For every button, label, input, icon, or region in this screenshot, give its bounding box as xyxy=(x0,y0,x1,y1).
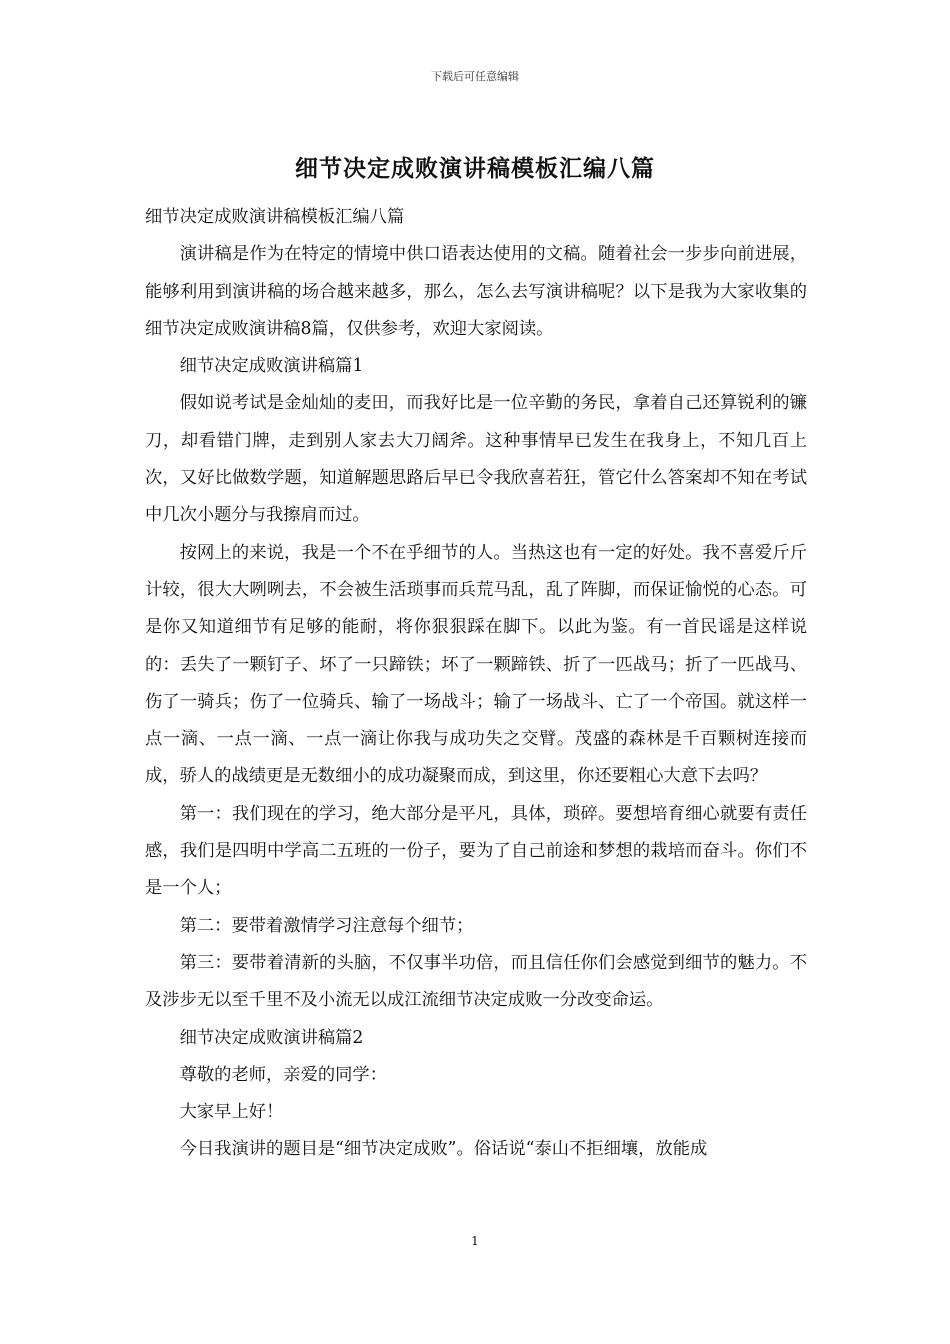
paragraph: 假如说考试是金灿灿的麦田，而我好比是一位辛勤的务民，拿着自己还算锐利的镰刀，却看错门牌，走到别人家去大刀阔斧。这种事情早已发生在我身上，不知几百上次，又好比做数学题，知道解题思路后早已令我欣喜若狂，管它什么答案却不知在考试中几次小题分与我擦肩而过。 xyxy=(145,393,807,526)
section-heading: 细节决定成败演讲稿篇2 xyxy=(179,1027,364,1048)
document-body xyxy=(145,199,807,1169)
document-subtitle: 细节决定成败演讲稿模板汇编八篇 xyxy=(145,207,405,227)
paragraph-greeting: 大家早上好！ xyxy=(179,1102,284,1123)
paragraph-intro: 演讲稿是作为在特定的情境中供口语表达使用的文稿。随着社会一步步向前进展，能够利用到演讲稿的场合越来越多，那么，怎么去写演讲稿呢？以下是我为大家收集的细节决定成败演讲稿8篇，仅供参考，欢迎大家阅读。 xyxy=(145,244,807,339)
section-heading: 细节决定成败演讲稿篇1 xyxy=(179,356,364,377)
page-number: 1 xyxy=(471,1234,479,1248)
document-title: 细节决定成败演讲稿模板汇编八篇 xyxy=(295,155,655,182)
paragraph: 第二：要带着激情学习注意每个细节； xyxy=(179,915,474,936)
paragraph: 第一：我们现在的学习，绝大部分是平凡，具体，琐碎。要想培育细心就要有责任感，我们是四明中学高二五班的一份子，要为了自己前途和梦想的栽培而奋斗。你们不是一个人； xyxy=(145,803,807,899)
paragraph: 第三：要带着清新的头脑，不仅事半功倍，而且信任你们会感觉到细节的魅力。不及涉步无以至千里不及小流无以成江流细节决定成败一分改变命运。 xyxy=(145,952,807,1011)
paragraph: 今日我演讲的题目是“细节决定成败”。俗话说“泰山不拒细壤，放能成 xyxy=(179,1139,708,1160)
paragraph: 按网上的来说，我是一个不在乎细节的人。当热这也有一定的好处。我不喜爱斤斤计较，很大大咧咧去，不会被生活琐事而兵荒马乱，乱了阵脚，而保证愉悦的心态。可是你又知道细节有足够的能耐，将你狠狠踩在脚下。以此为鉴。有一首民谣是这样说的：丢失了一颗钉子、坏了一只蹄铁；坏了一颗蹄铁、折了一匹战马；折了一匹战马、伤了一骑兵；伤了一位骑兵、输了一场战斗；输了一场战斗、亡了一个帝国。就这样一点一滴、一点一滴、一点一滴让你我与成功失之交臂。茂盛的森林是千百颗树连接而成，骄人的战绩更是无数细小的成功凝聚而成，到这里，你还要粗心大意下去吗？ xyxy=(145,542,807,787)
paragraph-salutation: 尊敬的老师，亲爱的同学： xyxy=(179,1064,387,1085)
page-header-note: 下载后可任意编辑 xyxy=(431,70,519,83)
